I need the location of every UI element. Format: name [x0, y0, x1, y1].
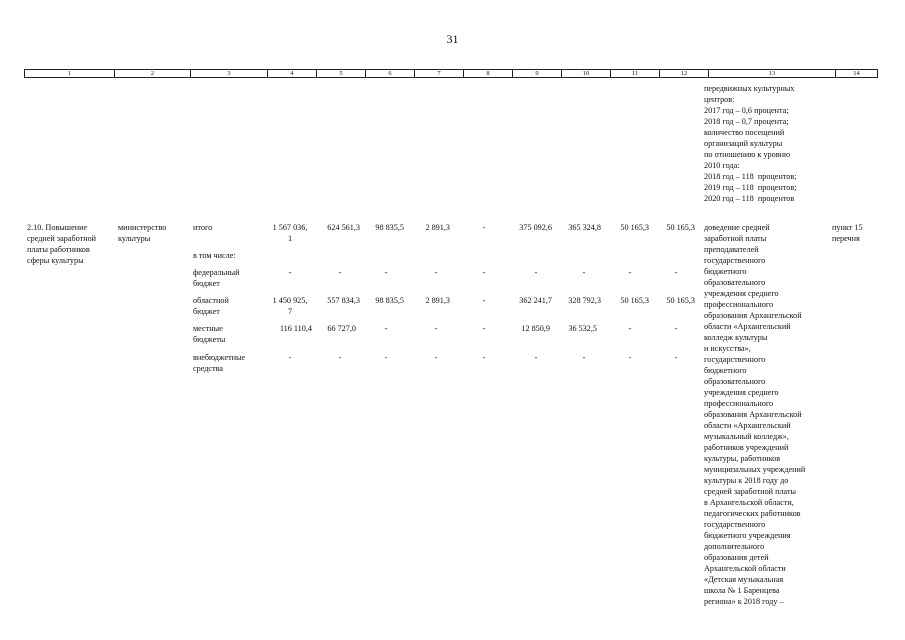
federal-cell: -: [288, 268, 292, 277]
extrabudgetary-cell: -: [482, 353, 486, 362]
total-cell: -: [482, 223, 486, 232]
total-cell: 2 891,3: [425, 223, 450, 232]
funding-regional-label: областной бюджет: [193, 296, 229, 316]
column-number: 13: [709, 70, 836, 78]
column-number: 14: [836, 70, 878, 78]
regional-cell: 557 834,3: [327, 296, 360, 305]
local-cell: 66 727,0: [327, 324, 356, 333]
column-number: 7: [415, 70, 464, 78]
federal-cell: -: [534, 268, 538, 277]
reference-text: пункт 15 перечня: [832, 223, 863, 243]
regional-cell: -: [482, 296, 486, 305]
total-cell: 50 165,3: [620, 223, 649, 232]
column-number-header: [24, 69, 878, 78]
total-cell: 375 092,6: [519, 223, 552, 232]
regional-cell: 50 165,3: [620, 296, 649, 305]
column-number: 8: [464, 70, 513, 78]
funding-local-label: местные бюджеты: [193, 324, 226, 344]
regional-cell: 328 792,3: [568, 296, 601, 305]
extrabudgetary-cell: -: [582, 353, 586, 362]
federal-cell: -: [674, 268, 678, 277]
extrabudgetary-cell: -: [288, 353, 292, 362]
federal-cell: -: [628, 268, 632, 277]
column-number: 4: [268, 70, 317, 78]
federal-cell: -: [434, 268, 438, 277]
total-cell: 1 567 036, 1: [272, 223, 308, 243]
federal-cell: -: [582, 268, 586, 277]
column-number: 2: [115, 70, 191, 78]
extrabudgetary-cell: -: [338, 353, 342, 362]
expected-result-text: доведение средней заработной платы преподавателей государственного бюджетного образовательного учреждения среднего профессионального образования Архангельской области «Архангельский колледж культуры и искусства», государственного бюджетного образовательного учреждения среднего профессионального образования Архангельской области «Архангельский музыкальный колледж», работников учреждений культуры, работников муниципальных учреждений культуры к 2018 году до средней заработной платы в Архангельской области, педагогических работников государственного бюджетного учреждения дополнительного образования детей Архангельской области «Детская музыкальная школа № 1 Баренцева региона» к 2018 году –: [704, 223, 806, 606]
federal-cell: -: [384, 268, 388, 277]
local-cell: -: [628, 324, 632, 333]
executor-name: министерство культуры: [118, 223, 167, 243]
local-cell: -: [482, 324, 486, 333]
extrabudgetary-cell: -: [628, 353, 632, 362]
extrabudgetary-cell: -: [434, 353, 438, 362]
funding-federal-label: федеральный бюджет: [193, 268, 240, 288]
page-number: 31: [446, 32, 459, 46]
regional-cell: 2 891,3: [425, 296, 450, 305]
column-number: 10: [562, 70, 611, 78]
total-cell: 98 835,5: [375, 223, 404, 232]
column-number: 5: [317, 70, 366, 78]
federal-cell: -: [338, 268, 342, 277]
local-cell: 12 850,9: [521, 324, 550, 333]
funding-total-label: итого: [193, 223, 213, 232]
local-cell: -: [384, 324, 388, 333]
measure-name: 2.10. Повышение средней заработной платы работников сферы культуры: [27, 223, 97, 265]
column-number: 6: [366, 70, 415, 78]
funding-including-label: в том числе:: [193, 251, 236, 260]
funding-extrabudgetary-label: внебюджетные средства: [193, 353, 246, 373]
regional-cell: 1 450 925, 7: [272, 296, 308, 316]
extrabudgetary-cell: -: [674, 353, 678, 362]
local-cell: 36 532,5: [568, 324, 597, 333]
total-cell: 624 561,3: [327, 223, 360, 232]
column-number: 9: [513, 70, 562, 78]
column-number: 3: [191, 70, 268, 78]
local-cell: -: [434, 324, 438, 333]
extrabudgetary-cell: -: [384, 353, 388, 362]
total-cell: 365 324,8: [568, 223, 601, 232]
extrabudgetary-cell: -: [534, 353, 538, 362]
regional-cell: 362 241,7: [519, 296, 552, 305]
continuation-result-text: передвижных культурных центров: 2017 год – 0,6 процента; 2018 год – 0,7 процента; количество посещений организаций культуры по отношению к уровню 2010 года: 2018 год – 118 процентов; 2019 год – 118 процентов; 2020 год – 118 процентов: [704, 84, 797, 203]
federal-cell: -: [482, 268, 486, 277]
local-cell: -: [674, 324, 678, 333]
total-cell: 50 165,3: [666, 223, 695, 232]
local-cell: 116 110,4: [279, 324, 312, 333]
regional-cell: 98 835,5: [375, 296, 404, 305]
regional-cell: 50 165,3: [666, 296, 695, 305]
column-number: 12: [660, 70, 709, 78]
column-number: 1: [25, 70, 115, 78]
column-number: 11: [611, 70, 660, 78]
